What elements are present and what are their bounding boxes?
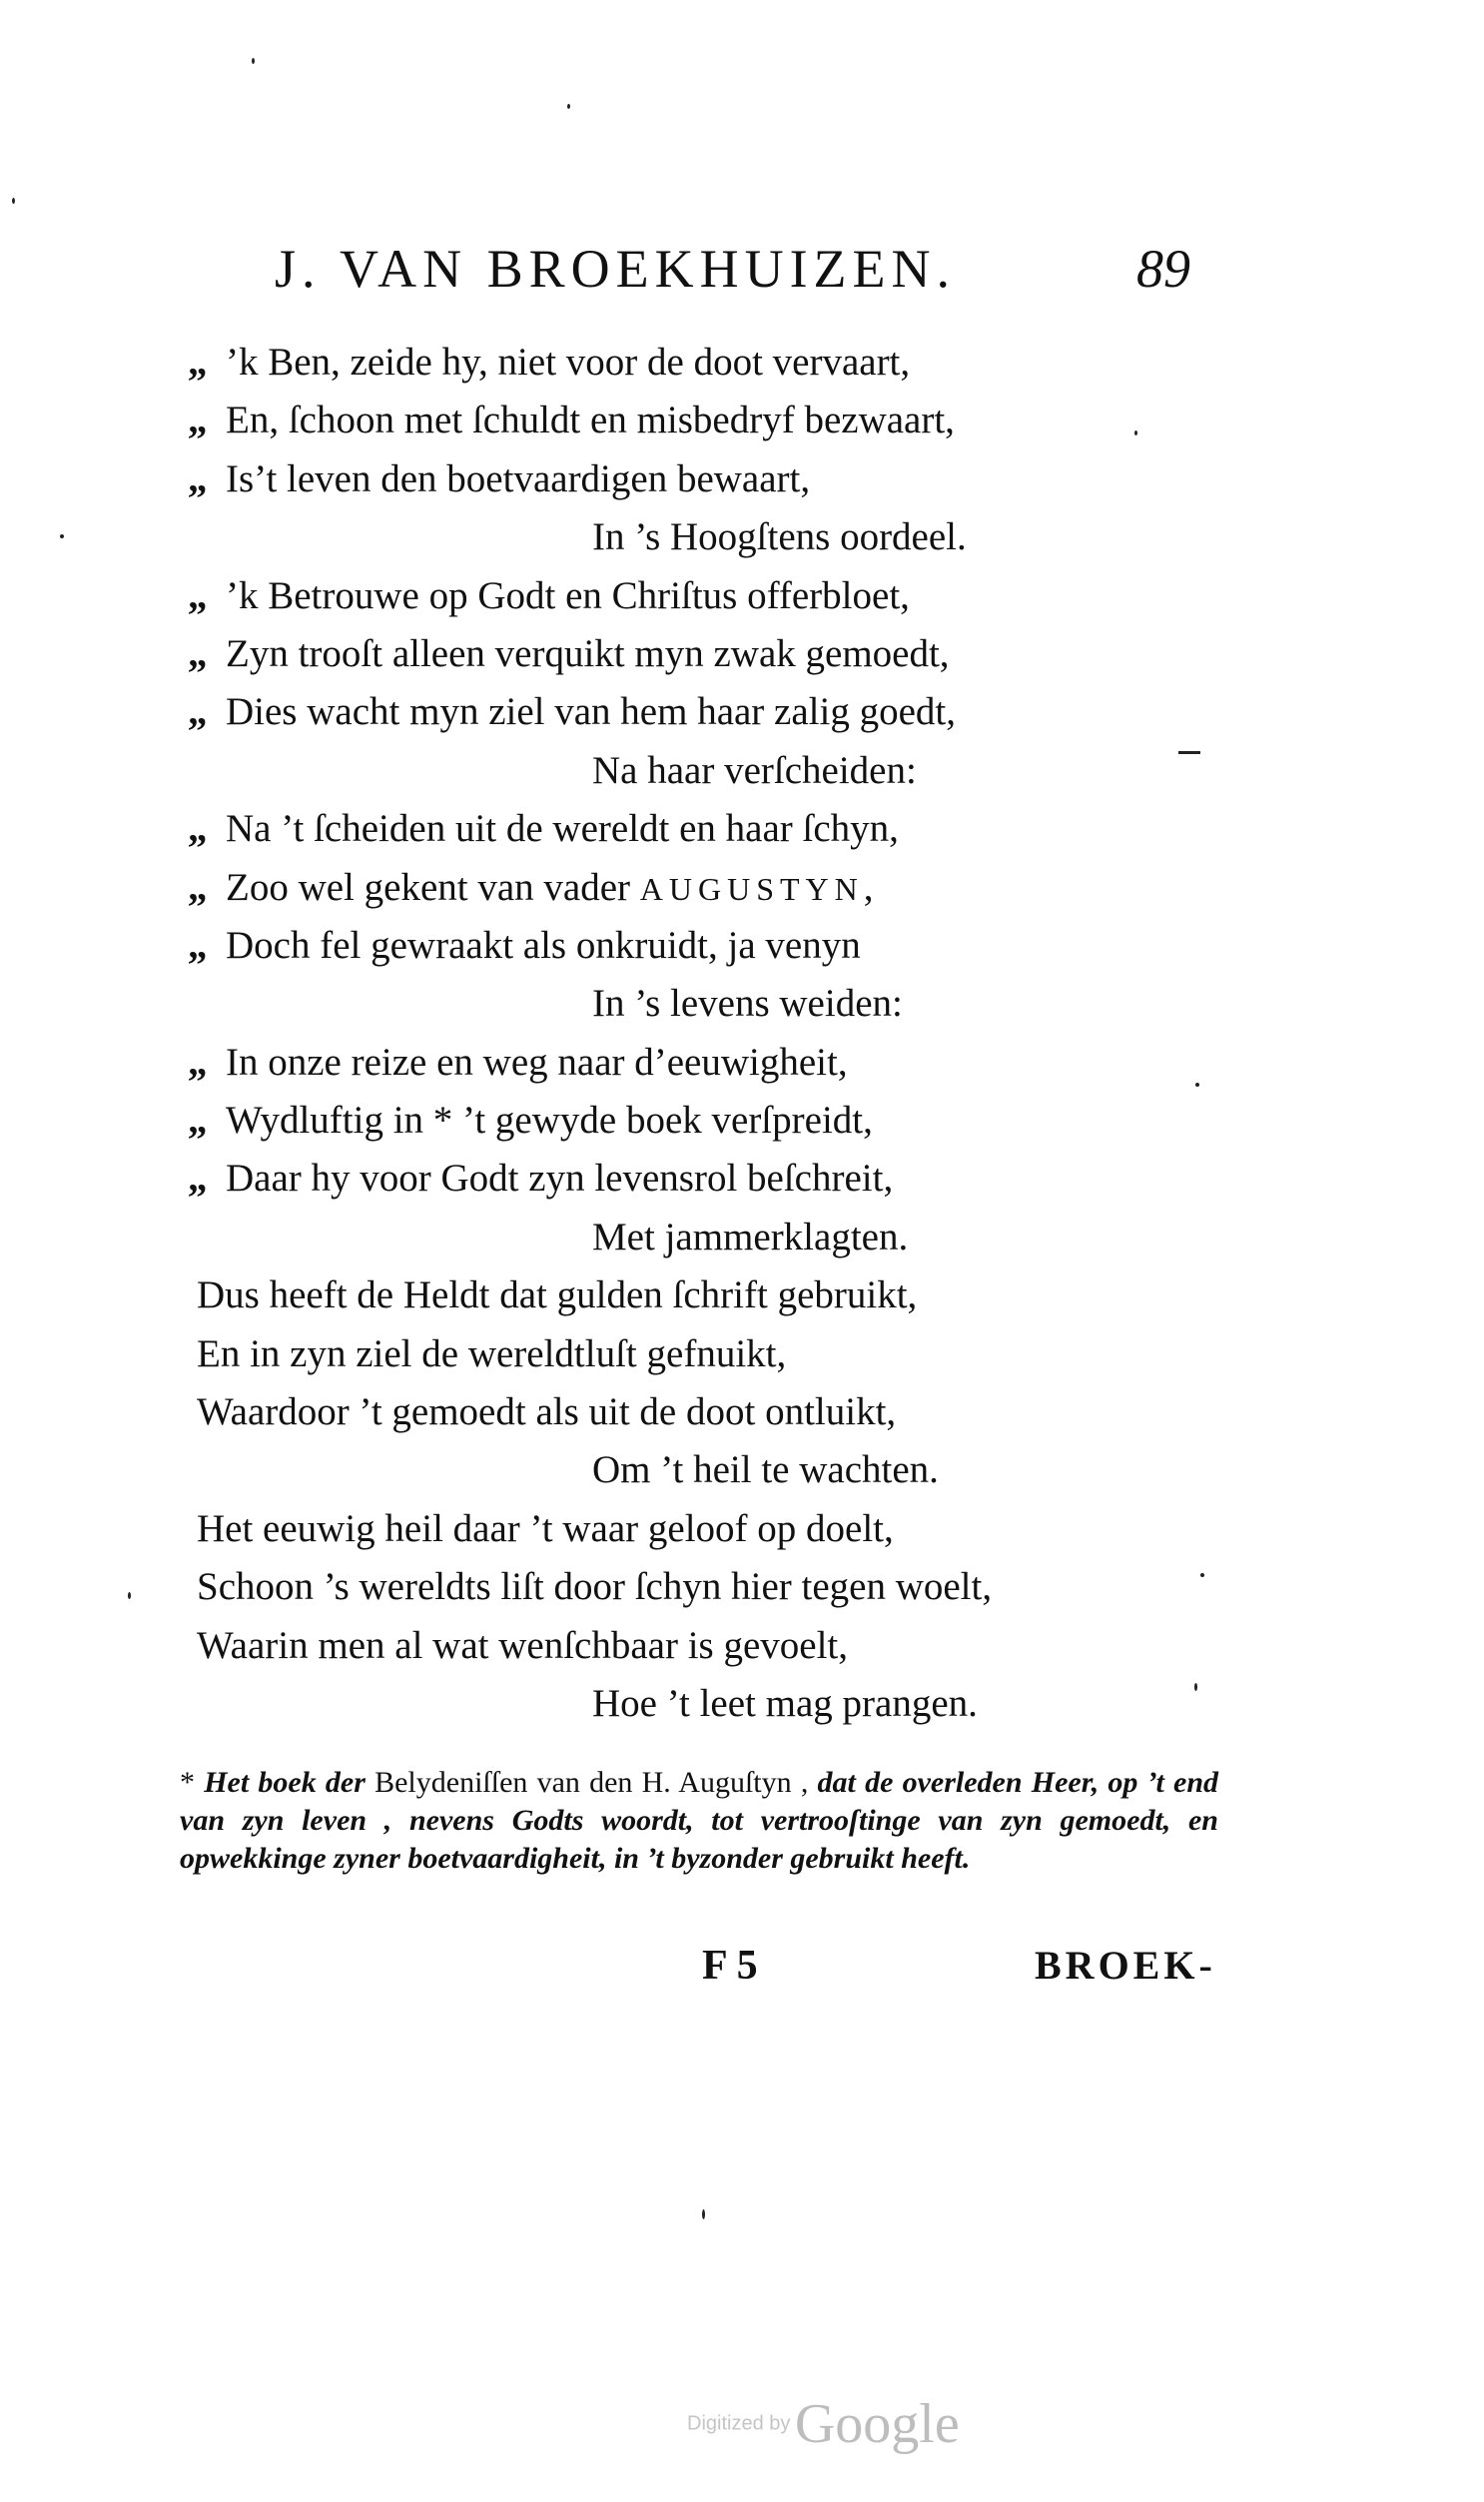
verse-line [180, 334, 1178, 392]
quote-mark: „ [188, 456, 208, 500]
verse-line [180, 975, 1178, 1033]
verse-text: In onze reize en weg naar d’eeuwigheit, [226, 1040, 848, 1084]
verse-text: Schoon ’s wereldts liſt door ſchyn hier tegen woelt, [197, 1565, 993, 1609]
footnote [180, 1764, 1218, 1878]
verse-line [180, 392, 1178, 449]
verse-punctuation: , [863, 865, 874, 909]
verse-text: Daar hy voor Godt zyn levensrol beſchreit, [226, 1157, 894, 1201]
scan-speck [1178, 751, 1200, 754]
small-caps-name: AUGUSTYN [639, 870, 864, 907]
verse-text: Is’t leven den boetvaardigen bewaart, [226, 456, 811, 500]
verse-line [180, 742, 1178, 800]
verse-text: Met jammerklagten. [592, 1215, 909, 1258]
verse-line [180, 450, 1178, 508]
verse-line [180, 1500, 1178, 1558]
footnote-book-title: Belydeniſſen van den H. Auguſtyn , [374, 1766, 809, 1799]
scan-speck [60, 534, 64, 538]
verse-line [180, 1617, 1178, 1675]
verse-line [180, 1383, 1178, 1441]
verse-line [180, 683, 1178, 741]
verse-text: Waardoor ’t gemoedt als uit de doot ontluikt, [197, 1390, 897, 1434]
quote-mark: „ [188, 631, 208, 675]
running-title: J. VAN BROEKHUIZEN. [275, 239, 957, 299]
verse-text: Dies wacht myn ziel van hem haar zalig goedt, [226, 690, 956, 734]
verse-text: Het eeuwig heil daar ’t waar geloof op doelt, [197, 1506, 894, 1550]
verse-text: ’k Betrouwe op Godt en Chriſtus offerbloet, [226, 573, 910, 617]
verse-line [180, 917, 1178, 975]
verse-text: Wydluftig in * ’t gewyde boek verſpreidt, [226, 1099, 873, 1143]
verse-text: ’k Ben, zeide hy, niet voor de doot vervaart, [226, 341, 911, 384]
watermark-brand: Google [794, 2393, 960, 2455]
verse-line [180, 800, 1178, 858]
quote-mark: „ [188, 573, 208, 617]
verse-text: Na ’t ſcheiden uit de wereldt en haar ſchyn, [226, 807, 899, 851]
scan-speck [252, 58, 255, 64]
quote-mark: „ [188, 690, 208, 734]
watermark-prefix: Digitized by [687, 2412, 791, 2435]
verse-line [180, 625, 1178, 683]
scan-speck [567, 104, 570, 109]
quote-mark: „ [188, 1040, 208, 1084]
verse-line [180, 1558, 1178, 1616]
verse-text: Dus heeft de Heldt dat gulden ſchrift gebruikt, [197, 1273, 918, 1317]
verse-text: Zoo wel gekent van vader [226, 865, 631, 909]
quote-mark: „ [188, 865, 208, 909]
verse-line [180, 1675, 1178, 1733]
verse-text: En in zyn ziel de wereldtluſt gefnuikt, [197, 1331, 787, 1375]
verse-text: Hoe ’t leet mag prangen. [592, 1681, 978, 1725]
scan-speck [702, 2209, 705, 2219]
verse-line [180, 1266, 1178, 1324]
verse-line [180, 1325, 1178, 1383]
verse-line [180, 508, 1178, 566]
verse-text: Zyn trooſt alleen verquikt myn zwak gemoedt, [226, 631, 950, 675]
footnote-body: dat de overleden Heer, op ’t end van zyn leven , nevens Godts woordt, tot vertrooſtinge van zyn gemoedt, en opwekkinge zyner boetvaardigheit, in ’t byzonder gebruikt heeft. [180, 1766, 1219, 1875]
verse-text: Om ’t heil te wachten. [592, 1448, 939, 1492]
verse-line [180, 1209, 1178, 1266]
digitized-watermark [687, 2392, 960, 2456]
quote-mark: „ [188, 923, 208, 967]
footnote-lead: Het boek der [204, 1766, 366, 1799]
verse-line [180, 1092, 1178, 1150]
verse-line [180, 1150, 1178, 1208]
catchword: BROEK- [1035, 1943, 1216, 1988]
scan-speck [12, 198, 15, 204]
page-number: 89 [1136, 239, 1190, 299]
scan-speck [1195, 1083, 1199, 1087]
poem-verse [180, 334, 1178, 1733]
verse-text: Waarin men al wat wenſchbaar is gevoelt, [197, 1623, 849, 1667]
quote-mark: „ [188, 1099, 208, 1143]
verse-line [180, 859, 1178, 917]
verse-text: Doch fel gewraakt als onkruidt, ja venyn [226, 923, 861, 967]
verse-line [180, 1441, 1178, 1499]
scan-speck [128, 1592, 131, 1599]
verse-line [180, 567, 1178, 625]
verse-text: In ’s Hoogſtens oordeel. [592, 515, 967, 559]
quote-mark: „ [188, 341, 208, 384]
verse-text: En, ſchoon met ſchuldt en misbedryf bezwaart, [226, 399, 955, 442]
verse-line [180, 1034, 1178, 1092]
signature-mark: F 5 [702, 1943, 758, 1989]
scan-speck [1134, 430, 1137, 435]
verse-text: Na haar verſcheiden: [592, 748, 917, 792]
verse-text: In ’s levens weiden: [592, 982, 903, 1026]
footnote-marker: * [180, 1766, 195, 1799]
quote-mark: „ [188, 399, 208, 442]
quote-mark: „ [188, 1157, 208, 1201]
quote-mark: „ [188, 807, 208, 851]
scan-speck [1200, 1573, 1204, 1577]
scan-speck [1194, 1683, 1197, 1691]
